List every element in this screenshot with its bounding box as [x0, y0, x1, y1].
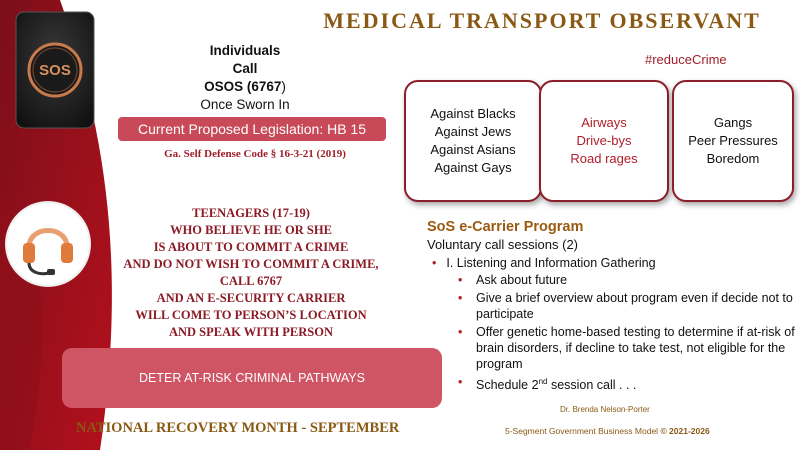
- card-incidents: [539, 80, 669, 202]
- hashtag: #reduceCrime: [645, 52, 727, 67]
- card-targets: [404, 80, 542, 202]
- model-pre: 5-Segment Government Business Model: [505, 426, 661, 436]
- headset-icon-wrap: [7, 203, 89, 285]
- program-bullet: • Ask about future: [456, 272, 796, 288]
- individuals-number: [170, 78, 320, 96]
- teen-line: AND AN E-SECURITY CARRIER: [156, 291, 346, 305]
- national-recovery-month: NATIONAL RECOVERY MONTH - SEPTEMBER: [76, 420, 400, 436]
- sos-logo-text: SOS: [39, 62, 71, 79]
- level1-item: [432, 256, 656, 270]
- sos-logo: [14, 10, 96, 130]
- card-line: Road rages: [570, 151, 638, 166]
- individuals-number-bold: OSOS (6767: [204, 79, 282, 94]
- model-years: © 2021-2026: [660, 426, 710, 436]
- schedule-sup: nd: [538, 377, 548, 386]
- teenagers-message: [92, 205, 410, 341]
- teen-line: WHO BELIEVE HE OR SHE: [170, 223, 332, 237]
- teen-line: WILL COME TO PERSON’S LOCATION: [135, 308, 367, 322]
- individuals-line2: Call: [232, 61, 258, 76]
- program-bullet-schedule: [456, 374, 796, 393]
- legislation-banner: Current Proposed Legislation: HB 15: [118, 117, 386, 141]
- card-line: Against Gays: [434, 160, 512, 175]
- program-bullet: • Give a brief overview about program even if decide not to participate: [456, 290, 796, 322]
- card-line: Gangs: [713, 115, 753, 130]
- self-defense-code: Ga. Self Defense Code § 16-3-21 (2019): [164, 148, 346, 160]
- card-line: Boredom: [706, 151, 760, 166]
- deter-banner: DETER AT-RISK CRIMINAL PATHWAYS: [62, 348, 442, 408]
- author-credit: Dr. Brenda Nelson-Porter: [560, 405, 650, 414]
- individuals-number-tail: ): [281, 79, 286, 94]
- schedule-post: session call . . .: [547, 378, 637, 393]
- program-title: SoS e-Carrier Program: [427, 219, 584, 235]
- level1-bullet-icon: •: [432, 256, 437, 270]
- program-bullets: [456, 272, 796, 395]
- individuals-line1: Individuals: [209, 43, 281, 58]
- card-line: Against Asians: [430, 142, 516, 157]
- page-title: MEDICAL TRANSPORT OBSERVANT: [323, 8, 761, 33]
- card-line: Drive-bys: [576, 133, 632, 148]
- card-line: Airways: [581, 115, 627, 130]
- teen-line: CALL 6767: [219, 274, 283, 288]
- schedule-pre: Schedule 2: [476, 378, 539, 393]
- teen-line: AND DO NOT WISH TO COMMIT A CRIME,: [123, 257, 379, 271]
- headset-icon: [7, 203, 89, 285]
- teen-line: AND SPEAK WITH PERSON: [168, 325, 334, 339]
- card-line: Peer Pressures: [688, 133, 778, 148]
- teen-line: IS ABOUT TO COMMIT A CRIME: [153, 240, 349, 254]
- teen-line: TEENAGERS (17-19): [192, 206, 310, 220]
- card-line: Against Blacks: [430, 106, 516, 121]
- program-bullet: • Offer genetic home-based testing to determine if at-risk of brain disorders, if decline to take test, not eligible for the program: [456, 324, 796, 372]
- card-line: Against Jews: [434, 124, 512, 139]
- individuals-block: [170, 42, 320, 114]
- individuals-line4: Once Sworn In: [200, 97, 290, 112]
- model-credit: [505, 426, 710, 436]
- voluntary-sessions: Voluntary call sessions (2): [427, 237, 579, 252]
- level1-label: I. Listening and Information Gathering: [446, 256, 656, 270]
- card-causes: [672, 80, 794, 202]
